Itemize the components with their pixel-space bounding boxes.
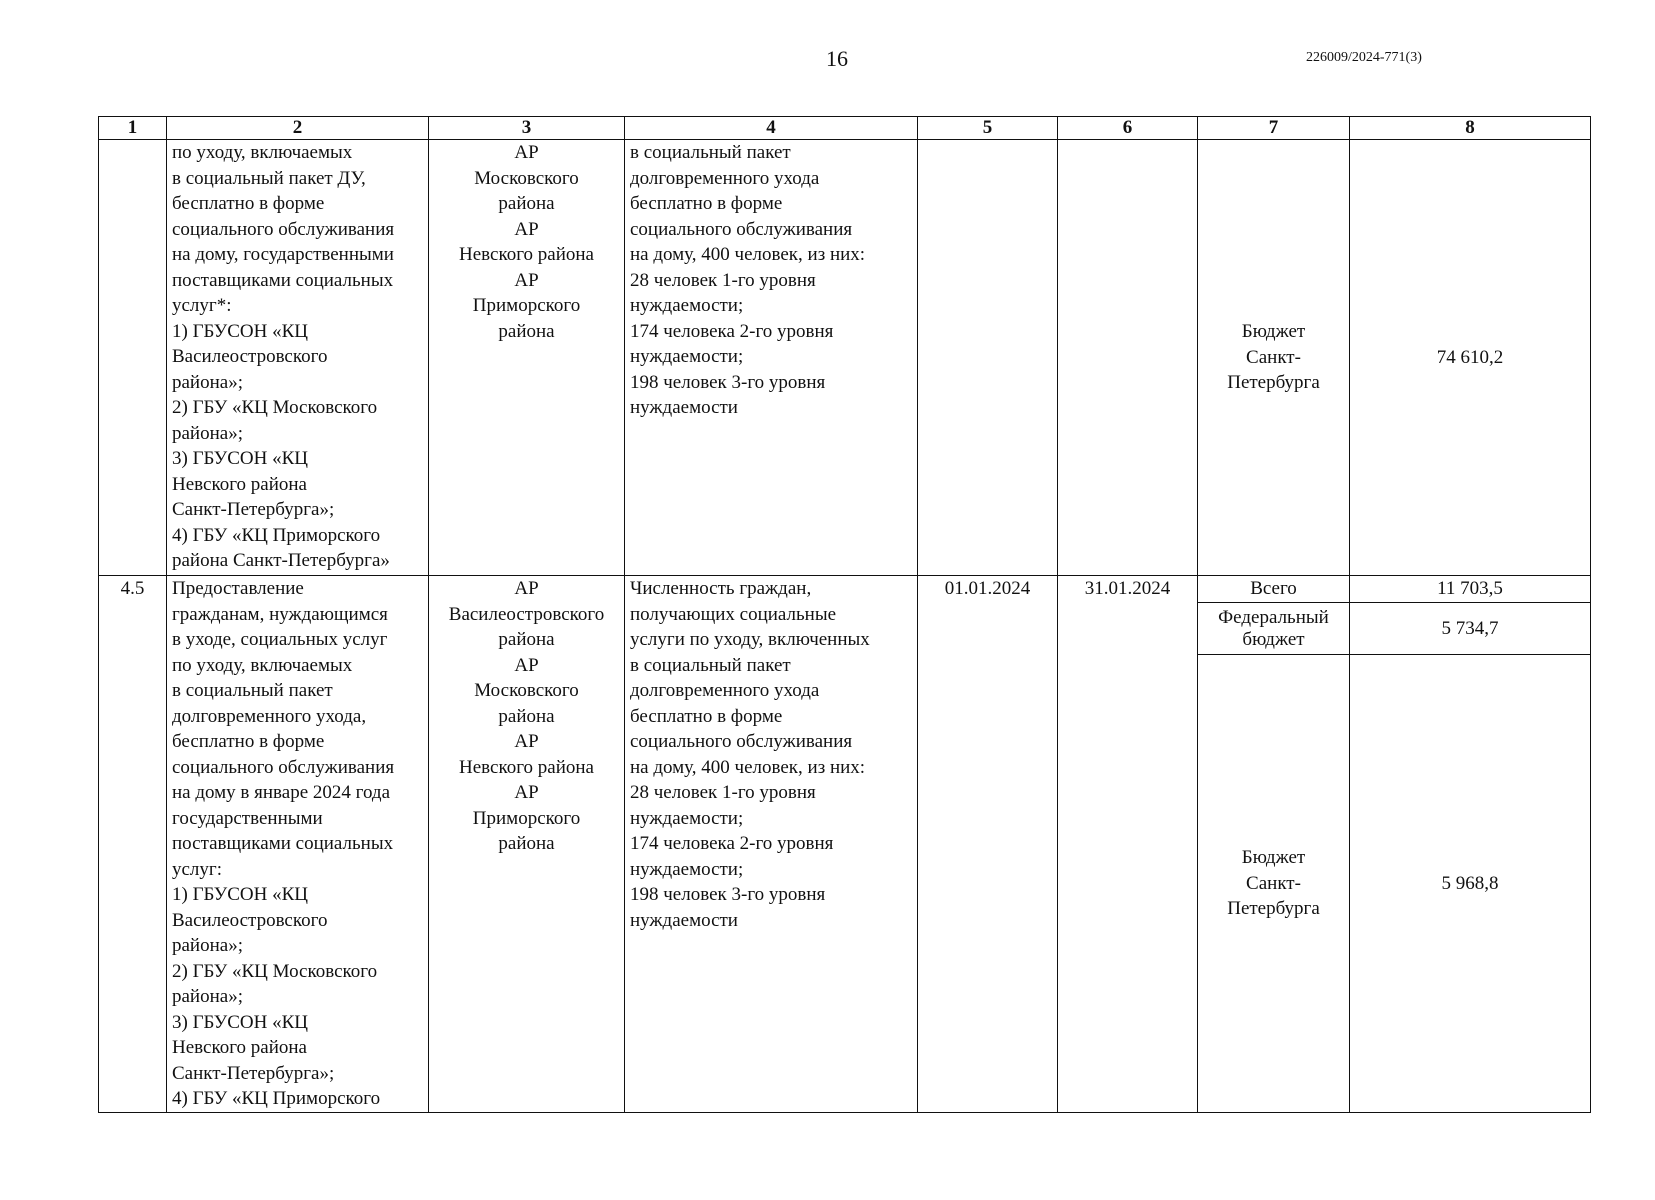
page-number: 16	[826, 46, 848, 71]
activity-description: Предоставление гражданам, нуждающимся в уходе, социальных услуг по уходу, включаемых в социальный пакет долговременного ухода, бесплатно в форме социального обслуживания на дому в январе 2024 года государственными поставщиками социальных услуг: 1) ГБУСОН «КЦ Василеостровского района»; 2) ГБУ «КЦ Московского района»; 3) ГБУСОН «КЦ Невского района Санкт-Петербурга»; 4) ГБУ «КЦ Приморского	[167, 576, 429, 1113]
funding-amount-federal: 5 734,7	[1350, 603, 1591, 655]
executor-cell: АР Московского района АР Невского района АР Приморского района	[429, 140, 625, 576]
activity-description: по уходу, включаемых в социальный пакет ДУ, бесплатно в форме социального обслуживания на дому, государственными поставщиками социальных услуг*: 1) ГБУСОН «КЦ Василеостровского района»; 2) ГБУ «КЦ Московского района»; 3) ГБУСОН «КЦ Невского района Санкт-Петербурга»; 4) ГБУ «КЦ Приморского района Санкт-Петербурга»	[167, 140, 429, 576]
funding-source-city: Бюджет Санкт- Петербурга	[1198, 655, 1350, 1112]
indicator-cell: Численность граждан, получающих социальные услуги по уходу, включенных в социальный пакет долговременного ухода бесплатно в форме социального обслуживания на дому, 400 человек, из них: 28 человек 1-го уровня нуждаемости; 174 человека 2-го уровня нуждаемости; 198 человек 3-го уровня нуждаемости	[625, 576, 918, 1113]
table-row-4-5-total	[99, 576, 1591, 603]
end-date-cell	[1058, 140, 1198, 576]
column-header-3: 3	[429, 117, 625, 140]
funding-source-federal: Федеральный бюджет	[1198, 603, 1350, 655]
table-row-continued	[99, 140, 1591, 576]
end-date-cell: 31.01.2024	[1058, 576, 1198, 1113]
start-date-cell: 01.01.2024	[918, 576, 1058, 1113]
start-date-cell	[918, 140, 1058, 576]
column-header-2: 2	[167, 117, 429, 140]
column-header-4: 4	[625, 117, 918, 140]
funding-amount-cell: 74 610,2	[1350, 140, 1591, 576]
column-header-5: 5	[918, 117, 1058, 140]
column-header-8: 8	[1350, 117, 1591, 140]
executor-cell: АР Василеостровского района АР Московского района АР Невского района АР Приморского района	[429, 576, 625, 1113]
plan-table	[98, 116, 1591, 1113]
table-header-row	[99, 117, 1591, 140]
column-header-1: 1	[99, 117, 167, 140]
funding-amount-city: 5 968,8	[1350, 655, 1591, 1112]
document-id: 226009/2024-771(3)	[1306, 50, 1422, 65]
funding-amount-total: 11 703,5	[1350, 576, 1591, 603]
row-number-cell	[99, 140, 167, 576]
funding-source-total: Всего	[1198, 576, 1350, 603]
funding-source-cell: Бюджет Санкт- Петербурга	[1198, 140, 1350, 576]
indicator-cell: в социальный пакет долговременного ухода бесплатно в форме социального обслуживания на дому, 400 человек, из них: 28 человек 1-го уровня нуждаемости; 174 человека 2-го уровня нуждаемости; 198 человек 3-го уровня нуждаемости	[625, 140, 918, 576]
column-header-6: 6	[1058, 117, 1198, 140]
column-header-7: 7	[1198, 117, 1350, 140]
row-number-cell: 4.5	[99, 576, 167, 1113]
